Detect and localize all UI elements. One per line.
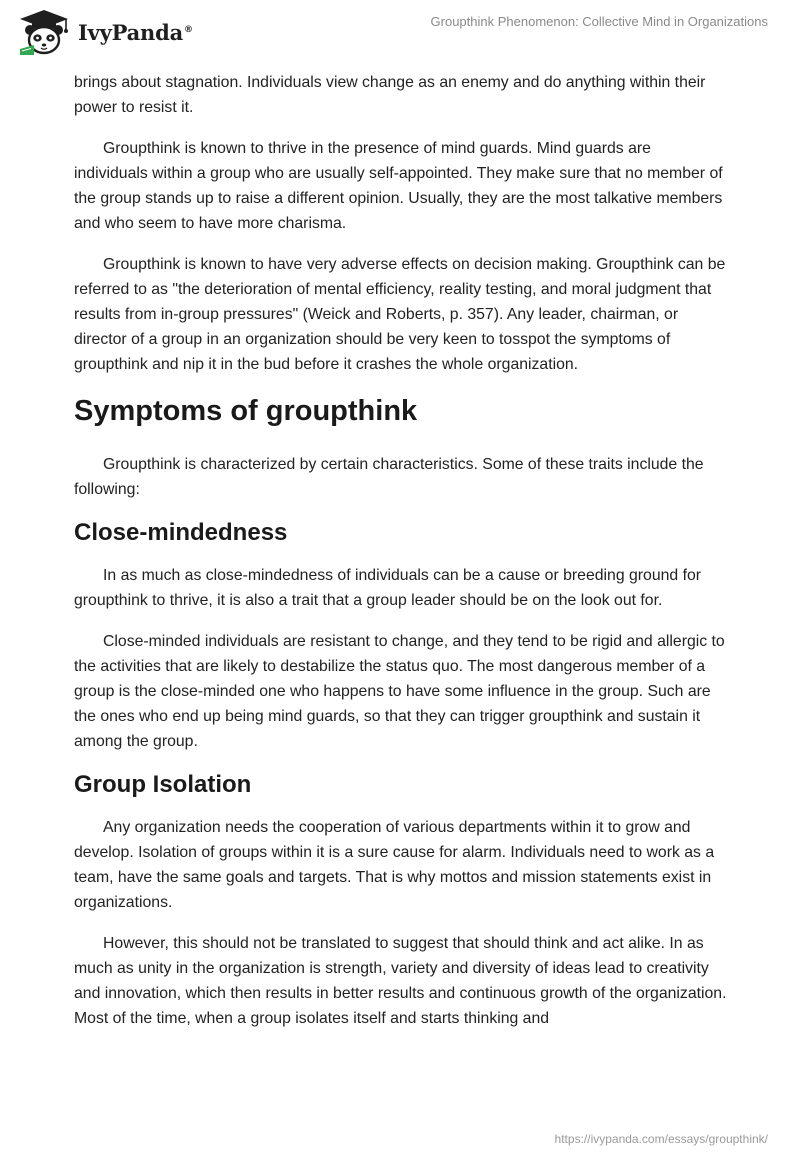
paragraph: brings about stagnation. Individuals view change as an enemy and do anything within their power to resist it. xyxy=(74,74,706,116)
section-heading-symptoms: Symptoms of groupthink xyxy=(74,395,418,427)
paragraph: In as much as close-mindedness of individuals can be a cause or breeding ground for groupthink to thrive, it is also a trait that a group leader should be on the look out for. xyxy=(74,567,701,609)
panda-graduate-icon xyxy=(16,8,72,56)
footer-source-url[interactable]: https://ivypanda.com/essays/groupthink/ xyxy=(554,1132,768,1146)
page-header xyxy=(0,0,800,66)
subsection-heading-group-isolation: Group Isolation xyxy=(74,771,252,798)
paragraph: Groupthink is known to thrive in the presence of mind guards. Mind guards are individuals within a group who are usually self-appointed. They make sure that no member of the group stands up to raise a different opinion. Usually, they are the most talkative members and who seem to have more charisma. xyxy=(74,140,723,232)
logo-text: IvyPanda xyxy=(78,19,184,45)
paragraph: However, this should not be translated to suggest that should think and act alike. In as much as unity in the organization is strength, variety and diversity of ideas lead to creativity and innovation, which then results in better results and continuous growth of the organization. Most of the time, when a group isolates itself and starts thinking and xyxy=(74,935,727,1027)
essay-content xyxy=(74,70,728,1047)
subsection-heading-close-mindedness: Close-mindedness xyxy=(74,519,288,546)
paragraph: Close-minded individuals are resistant to change, and they tend to be rigid and allergic to the activities that are likely to destabilize the status quo. The most dangerous member of a group is the close-minded one who happens to have some influence in the group. Such are the ones who end up being mind guards, so that they can trigger groupthink and sustain it among the group. xyxy=(74,633,725,750)
document-title: Groupthink Phenomenon: Collective Mind in Organizations xyxy=(430,14,768,29)
paragraph: Groupthink is characterized by certain characteristics. Some of these traits include the following: xyxy=(74,456,704,498)
paragraph: Any organization needs the cooperation of various departments within it to grow and develop. Isolation of groups within it is a sure cause for alarm. Individuals need to work as a team, have the same goals and targets. That is why mottos and mission statements exist in organizations. xyxy=(74,819,715,911)
logo-registered-mark: ® xyxy=(184,24,193,35)
ivypanda-logo[interactable] xyxy=(16,8,193,56)
logo-wordmark xyxy=(78,20,193,45)
paragraph: Groupthink is known to have very adverse effects on decision making. Groupthink can be referred to as "the deterioration of mental efficiency, reality testing, and moral judgment that results from in-group pressures" (Weick and Roberts, p. 357). Any leader, chairman, or director of a group in an organization should be very keen to tosspot the symptoms of groupthink and nip it in the bud before it crashes the whole organization. xyxy=(74,256,726,373)
